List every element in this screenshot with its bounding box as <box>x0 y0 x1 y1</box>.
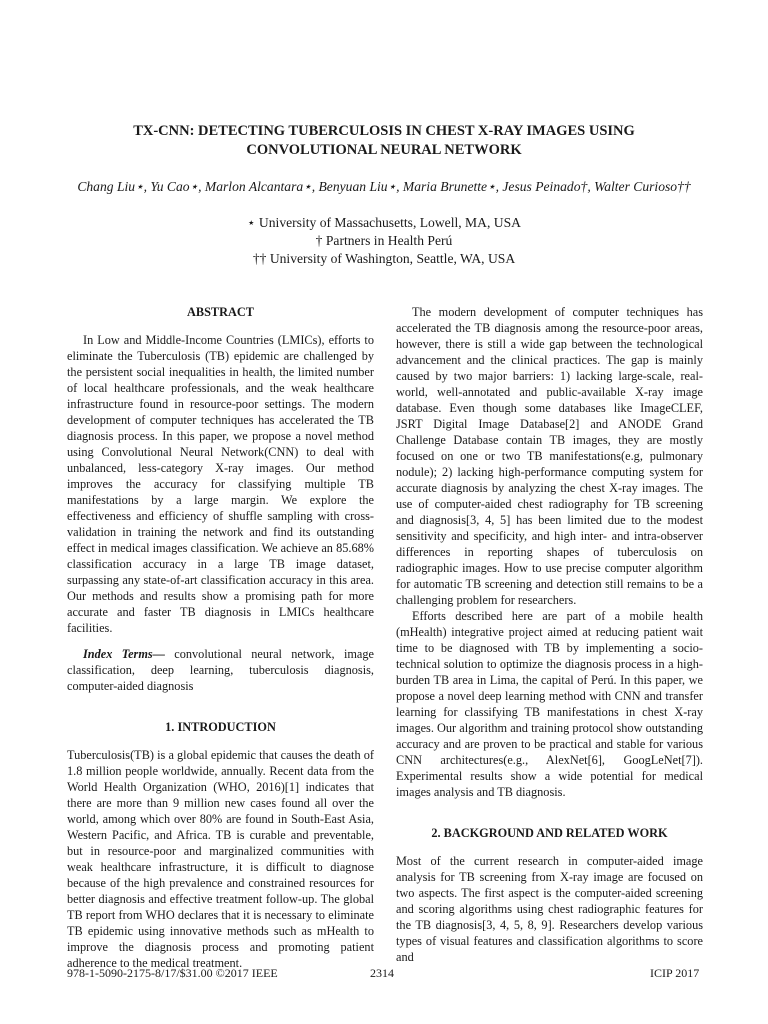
affiliations <box>40 214 728 268</box>
paper-title-line-1: TX-CNN: DETECTING TUBERCULOSIS IN CHEST X-RAY IMAGES USING <box>133 123 635 139</box>
index-terms-text: convolutional neural network, image classification, deep learning, tuberculosis diagnosis, computer-aided diagnosis <box>67 647 374 693</box>
footer-page-number: 2314 <box>370 966 394 980</box>
index-terms <box>67 646 374 694</box>
abstract-text: In Low and Middle-Income Countries (LMICs), efforts to eliminate the Tuberculosis (TB) epidemic are challenged by the persistent social inequalities in health, the limited number of local healthcare professionals, and the weak healthcare infrastructure found in resource-poor settings. The modern development of computer techniques has accelerated the TB diagnosis process. In this paper, we propose a novel method using Convolutional Neural Network(CNN) to deal with unbalanced, less-category X-ray images. Our method improves the accuracy for classifying multiple TB manifestations by a large margin. We explore the effectiveness and efficiency of shuffle sampling with cross-validation in training the network and find its outstanding effect in medical images classification. We achieve an 85.68% classification accuracy in a large TB image dataset, surpassing any state-of-art classification accuracy in this area. Our methods and results show a promising path for more accurate and faster TB diagnosis in LMICs healthcare facilities. <box>67 333 374 635</box>
background-heading: 2. BACKGROUND AND RELATED WORK <box>431 826 668 840</box>
footer-isbn: 978-1-5090-2175-8/17/$31.00 ©2017 IEEE <box>67 966 278 980</box>
introduction-paragraph-3: Efforts described here are part of a mobile health (mHealth) integrative project aimed at reducing patient wait time to be diagnosed with TB by implementing a socio-technical solution to optimize the diagnosis process in a high-burden TB area in Lima, the capital of Perú. In this paper, we propose a novel deep learning method with CNN and transfer learning for classifying TB manifestations in chest X-ray images. Our algorithm and training protocol show outstanding accuracy and are proven to be practical and stable for various CNN architectures(e.g., AlexNet[6], GoogLeNet[7]). Experimental results show a wide potential for medical images analysis and TB diagnosis. <box>396 609 703 799</box>
paper-title <box>40 122 728 160</box>
introduction-heading: 1. INTRODUCTION <box>165 720 276 734</box>
affiliation-pih: † Partners in Health Perú <box>315 233 453 248</box>
index-terms-label: Index Terms— <box>83 647 165 661</box>
affiliation-uw: †† University of Washington, Seattle, WA, USA <box>252 251 516 266</box>
right-column <box>396 304 703 965</box>
paper-title-line-2: CONVOLUTIONAL NEURAL NETWORK <box>246 142 522 158</box>
footer-venue: ICIP 2017 <box>650 966 700 980</box>
author-list: Chang Liu⋆, Yu Cao⋆, Marlon Alcantara⋆, Benyuan Liu⋆, Maria Brunette⋆, Jesus Peinado†, Walter Curioso†† <box>77 179 691 194</box>
affiliation-umass: ⋆ University of Massachusetts, Lowell, MA, USA <box>247 215 521 230</box>
abstract-heading: ABSTRACT <box>187 305 254 319</box>
background-paragraph-1: Most of the current research in computer-aided image analysis for TB screening from X-ray image are focused on two aspects. The first aspect is the computer-aided screening and scoring algorithms using chest radiographic features for the TB diagnosis[3, 4, 5, 8, 9]. Researchers develop various types of visual features and classification algorithms to score and <box>396 854 703 964</box>
left-column <box>67 304 374 971</box>
introduction-paragraph-1: Tuberculosis(TB) is a global epidemic that causes the death of 1.8 million people worldwide, annually. Recent data from the World Health Organization (WHO, 2016)[1] indicates that there are more than 9 million new cases found all over the world, among which over 80% are found in South-East Asia, Western Pacific, and Africa. TB is curable and preventable, but in resource-poor and marginalized communities with weak healthcare infrastructure, it is difficult to diagnose because of the high prevalence and constrained resources for better diagnosis and effective treatment follow-up. The global TB report from WHO declares that it is necessary to eliminate TB epidemic using innovative methods such as mHealth to improve the diagnosis process and promoting patient adherence to the medical treatment. <box>67 748 374 970</box>
introduction-paragraph-2: The modern development of computer techniques has accelerated the TB diagnosis among the resource-poor areas, however, there is still a wide gap between the technological advancement and the clinical practices. The gap is mainly caused by two major barriers: 1) lacking large-scale, real-world, well-annotated and public-available X-ray image database. Even though some databases like ImageCLEF, JSRT Digital Image Database[2] and ANODE Grand Challenge Database contain TB images, they are mostly focused on one or two TB manifestations(e.g, pulmonary nodule); 2) lacking high-performance computing system for accurate diagnosis by analyzing the chest X-ray images. The use of computer-aided chest radiography for TB screening and diagnosis[3, 4, 5] has been limited due to the modest sensitivity and specificity, and high inter- and intra-observer differences in reporting shapes of tuberculosis on radiographic images. How to use precise computer algorithm for automatic TB screening and detection still remains to be a challenging problem for researchers. <box>396 305 703 607</box>
